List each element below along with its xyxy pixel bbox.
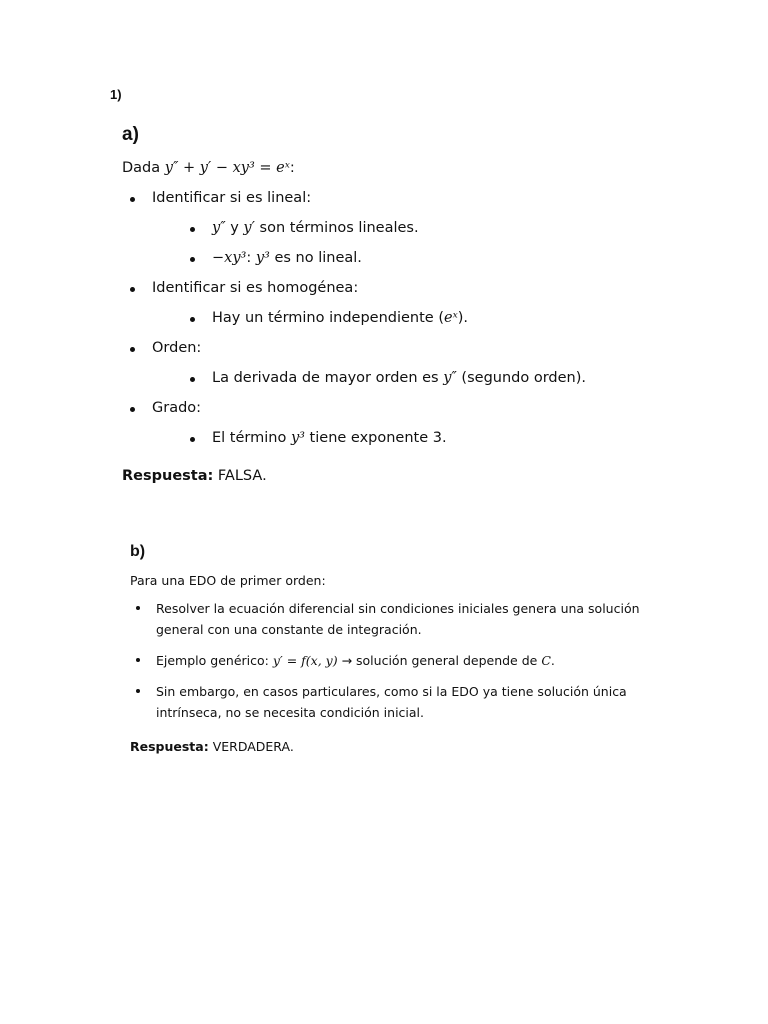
bullet-icon — [136, 689, 140, 693]
item-text: Resolver la ecuación diferencial sin condiciones iniciales genera una solución general con una constante de integración. — [156, 601, 640, 637]
question-number: 1) — [110, 87, 122, 102]
math-term: C — [541, 653, 551, 668]
bullet-icon — [136, 606, 140, 610]
bullet-icon — [130, 347, 135, 352]
bullet-icon — [130, 197, 135, 202]
sub-text: (segundo orden). — [456, 370, 586, 386]
sub-item — [182, 220, 722, 236]
bullet-icon — [190, 437, 195, 442]
sub-text: La derivada de mayor orden es — [212, 370, 444, 386]
math-term: y³ — [255, 250, 270, 266]
math-term: −xy³ — [212, 250, 247, 266]
list-item — [130, 598, 690, 640]
bullet-icon — [190, 227, 195, 232]
answer-value: FALSA. — [213, 468, 267, 484]
part-a-intro — [122, 160, 722, 176]
math-term: y″ — [212, 220, 226, 236]
math-term: y′ = f(x, y) — [272, 653, 338, 668]
sub-list — [182, 310, 722, 326]
bullet-icon — [190, 257, 195, 262]
sub-item — [182, 430, 722, 446]
sub-text: ). — [457, 310, 468, 326]
part-a-section — [122, 124, 722, 499]
answer-label: Respuesta: — [122, 468, 214, 484]
item-text: Sin embargo, en casos particulares, como si la EDO ya tiene solución única intrínseca, no se necesita condición inicial. — [156, 684, 627, 720]
list-item-homogeneity — [122, 280, 722, 326]
sub-text: y — [225, 220, 244, 236]
item-label: Identificar si es homogénea: — [152, 280, 359, 296]
sub-list — [182, 430, 722, 446]
sub-list — [182, 370, 722, 386]
sub-item — [182, 370, 722, 386]
part-b-heading: b) — [130, 543, 146, 560]
math-term: y³ — [290, 430, 305, 446]
item-label: Orden: — [152, 340, 202, 356]
sub-text: El término — [212, 430, 291, 446]
sub-text: Hay un término independiente ( — [212, 310, 444, 326]
bullet-icon — [190, 317, 195, 322]
math-term: y′ — [243, 220, 255, 236]
equation: y″ + y′ − xy³ = eˣ — [164, 160, 290, 176]
part-b-answer — [130, 739, 690, 754]
part-b-section — [130, 543, 690, 767]
list-item — [130, 650, 690, 671]
answer-value: VERDADERA. — [208, 739, 294, 754]
sub-text: son términos lineales. — [254, 220, 419, 236]
list-item-order — [122, 340, 722, 386]
answer-label: Respuesta: — [130, 739, 209, 754]
list-item — [130, 681, 690, 723]
item-text: → solución general depende de — [337, 653, 542, 668]
item-label: Identificar si es lineal: — [152, 190, 312, 206]
intro-suffix: : — [289, 160, 295, 176]
part-b-list — [130, 598, 690, 723]
sub-item — [182, 250, 722, 266]
item-label: Grado: — [152, 400, 202, 416]
sub-text: : — [246, 250, 256, 266]
item-text: . — [550, 653, 555, 668]
bullet-icon — [136, 658, 140, 662]
bullet-icon — [130, 287, 135, 292]
bullet-icon — [190, 377, 195, 382]
sub-item — [182, 310, 722, 326]
sub-list — [182, 220, 722, 266]
part-a-list — [122, 190, 722, 446]
sub-text: es no lineal. — [269, 250, 362, 266]
list-item-linearity — [122, 190, 722, 266]
math-term: y″ — [443, 370, 457, 386]
part-b-intro: Para una EDO de primer orden: — [130, 573, 326, 588]
intro-prefix: Dada — [122, 160, 161, 176]
sub-text: tiene exponente 3. — [304, 430, 447, 446]
bullet-icon — [130, 407, 135, 412]
list-item-degree — [122, 400, 722, 446]
item-text: Ejemplo genérico: — [156, 653, 273, 668]
part-a-heading: a) — [122, 124, 139, 145]
math-term: eˣ — [443, 310, 458, 326]
part-a-answer — [122, 468, 722, 484]
